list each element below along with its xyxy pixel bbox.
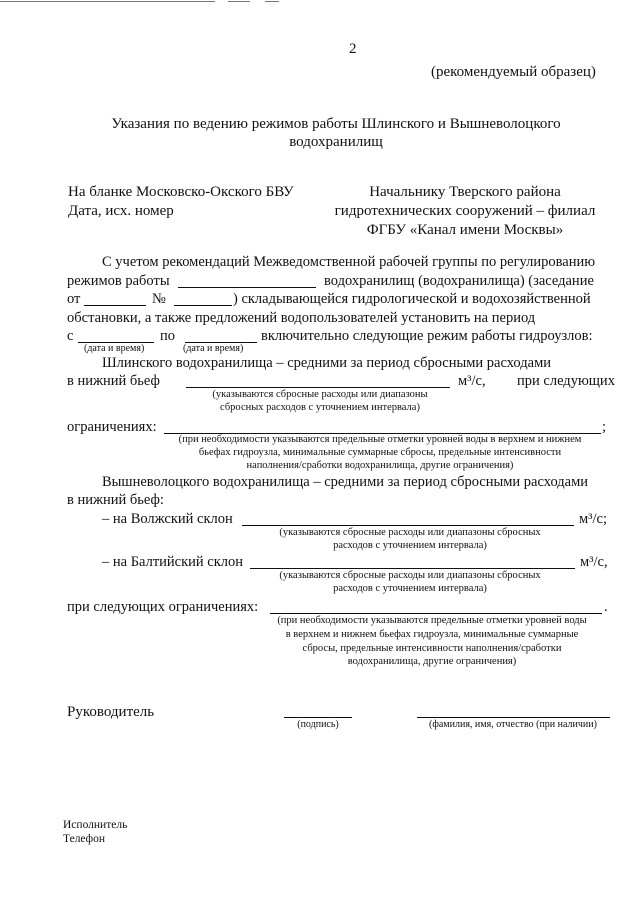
p1-line5-to: по [160, 328, 176, 344]
restrictions-caption-2: бьефах гидроузла, минимальные суммарные сбросы, предельные интенсивности [198, 447, 562, 458]
shl-line2-end: при следующих [517, 373, 615, 389]
shl-line2-unit: м³/с, [458, 373, 486, 389]
p1-line4: обстановки, а также предложений водопользователей установить на период [67, 310, 536, 326]
baltic-unit: м³/с, [580, 554, 608, 570]
signature-line [284, 717, 352, 718]
baltic-caption-2: расходов с уточнением интервала) [333, 583, 487, 594]
header-right-line3: ФГБУ «Канал имени Москвы» [366, 222, 564, 238]
final-caption-4: водохранилища, другие ограничения) [347, 656, 517, 667]
p1-line3-end: ) складывающейся гидрологической и водохозяйственной [233, 291, 591, 307]
blank-meeting-number-line [174, 305, 232, 306]
header-right-line2: гидротехнических сооружений – филиал [334, 203, 596, 219]
p1-line5-end: включительно следующие режим работы гидроузлов: [261, 328, 593, 344]
name-caption: (фамилия, имя, отчество (при наличии) [429, 719, 597, 730]
document-title-line1: Указания по ведению режимов работы Шлинского и Вышневолоцкого [111, 116, 561, 132]
blank-meeting-date-line [84, 305, 146, 306]
final-restrictions-label: при следующих ограничениях: [67, 599, 259, 615]
shl-caption-1: (указываются сбросные расходы или диапазоны [212, 389, 428, 400]
volga-unit: м³/с; [579, 511, 608, 527]
shl-caption-2: сбросных расходов с уточнением интервала) [220, 402, 420, 413]
p1-line2-start: режимов работы [67, 273, 170, 289]
blank-reservoirs-line [178, 287, 316, 288]
shl-line1: Шлинского водохранилища – средними за период сбросными расходами [102, 355, 552, 371]
baltic-caption-1: (указываются сбросные расходы или диапазоны сбросных [279, 570, 541, 581]
scan-edge-line [228, 1, 250, 2]
date-caption-start: (дата и время) [84, 343, 145, 354]
final-caption-3: сбросы, предельные интенсивности наполнения/сработки [302, 643, 562, 654]
name-line [417, 717, 610, 718]
document-title-line2: водохранилищ [289, 134, 383, 150]
restrictions-caption-3: наполнения/сработки водохранилища, другие ограничения) [246, 460, 514, 471]
executor-label: Исполнитель [63, 819, 128, 831]
baltic-label: – на Балтийский склон [102, 554, 244, 570]
sample-note: (рекомендуемый образец) [431, 64, 596, 80]
volga-label: – на Волжский склон [102, 511, 233, 527]
header-left-line1: На бланке Московско-Окского БВУ [68, 184, 294, 200]
p1-line2-end: водохранилищ (водохранилища) (заседание [324, 273, 594, 289]
final-caption-2: в верхнем и нижнем бьефах гидроузла, минимальные суммарные [285, 629, 579, 640]
signature-caption: (подпись) [297, 719, 339, 730]
p1-line5-from: с [67, 328, 74, 344]
p1-line3-number-sign: № [152, 291, 166, 307]
p1-line1: С учетом рекомендаций Межведомственной рабочей группы по регулированию [102, 254, 596, 270]
volga-caption-1: (указываются сбросные расходы или диапазоны сбросных [279, 527, 541, 538]
vysh-line2: в нижний бьеф: [67, 492, 164, 508]
volga-caption-2: расходов с уточнением интервала) [333, 540, 487, 551]
scan-edge-line [265, 1, 279, 2]
shl-line2-start: в нижний бьеф [67, 373, 160, 389]
restrictions-label: ограничениях: [67, 419, 157, 435]
scan-edge-line [0, 1, 215, 2]
p1-line3-from: от [67, 291, 81, 307]
restrictions-caption-1: (при необходимости указываются предельные отметки уровней воды в верхнем и нижнем [178, 434, 582, 445]
header-right-line1: Начальнику Тверского района [369, 184, 561, 200]
date-caption-end: (дата и время) [183, 343, 244, 354]
restrictions-end: ; [602, 419, 607, 435]
final-caption-1: (при необходимости указываются предельные отметки уровней воды [277, 615, 587, 626]
phone-label: Телефон [63, 833, 106, 845]
page-number: 2 [349, 41, 357, 57]
vysh-line1: Вышневолоцкого водохранилища – средними за период сбросными расходами [102, 474, 589, 490]
header-left-line2: Дата, исх. номер [68, 203, 174, 219]
signature-role: Руководитель [67, 704, 155, 720]
final-restrictions-end: . [604, 599, 608, 615]
